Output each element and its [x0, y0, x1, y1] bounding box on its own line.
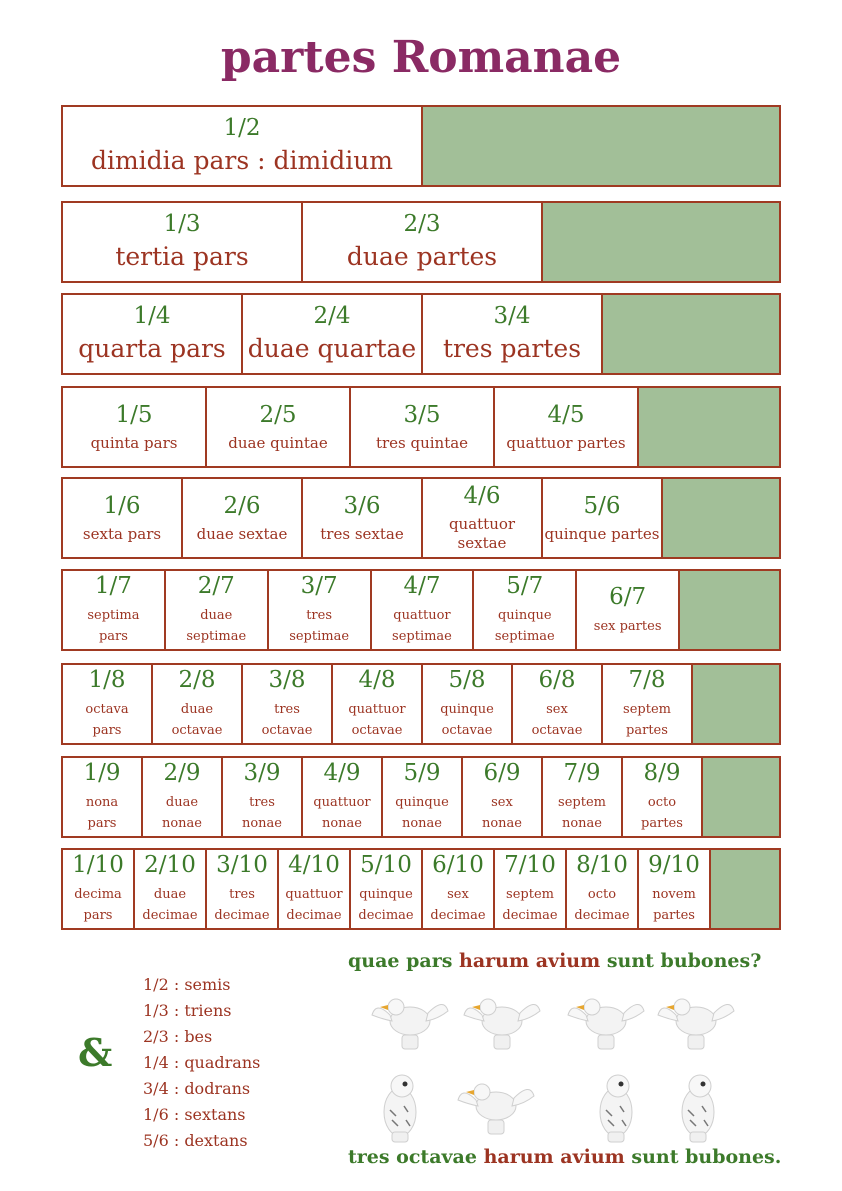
fraction-name: septem partes	[623, 702, 671, 738]
fraction-name: quattuor partes	[506, 433, 626, 452]
fraction-cell	[421, 848, 493, 930]
fraction-value: 5/10	[360, 852, 412, 878]
remainder-block	[601, 293, 781, 375]
fraction-value: 4/10	[288, 852, 340, 878]
fraction-name: septem nonae	[558, 795, 606, 831]
fraction-name: octo decimae	[574, 887, 630, 923]
owl-icon	[370, 1070, 430, 1149]
legend-item: 2/3 : bes	[143, 1027, 213, 1046]
fraction-value: 3/6	[343, 492, 381, 519]
dove-icon	[370, 985, 450, 1059]
fraction-row	[61, 663, 781, 745]
fraction-name: quattuor sextae	[448, 515, 516, 552]
dove-icon	[462, 985, 542, 1059]
fraction-cell	[565, 848, 637, 930]
fraction-value: 5/6	[583, 492, 621, 519]
remainder-block	[709, 848, 781, 930]
fraction-name: sex partes	[593, 618, 662, 634]
fraction-cell	[461, 756, 541, 838]
fraction-cell	[493, 848, 565, 930]
fraction-cell	[370, 569, 473, 651]
fraction-value: 1/10	[72, 852, 124, 878]
fraction-cell	[205, 848, 277, 930]
owl-icon	[668, 1070, 728, 1149]
fraction-cell	[61, 477, 181, 559]
legend-item: 1/2 : semis	[143, 975, 231, 994]
fraction-cell	[221, 756, 301, 838]
fraction-cell	[541, 477, 661, 559]
remainder-block	[678, 569, 781, 651]
fraction-name: decima pars	[74, 887, 122, 923]
fraction-value: 8/9	[643, 760, 681, 786]
fraction-cell	[349, 386, 493, 468]
fraction-cell	[61, 201, 301, 283]
fraction-name: tres decimae	[214, 887, 270, 923]
fraction-cell	[541, 756, 621, 838]
fraction-name: quattuor septimae	[392, 608, 452, 644]
legend-item: 3/4 : dodrans	[143, 1079, 251, 1098]
fraction-cell	[637, 848, 709, 930]
fraction-name: sex decimae	[430, 887, 486, 923]
fraction-value: 1/2	[223, 115, 261, 142]
dove-icon	[566, 985, 646, 1059]
fraction-name: dimidia pars : dimidium	[90, 146, 394, 176]
fraction-name: septima pars	[87, 608, 140, 644]
fraction-name: duae partes	[346, 242, 498, 272]
fraction-cell	[151, 663, 241, 745]
fraction-name: septem decimae	[502, 887, 558, 923]
dove-icon	[456, 1070, 536, 1144]
fraction-value: 2/9	[163, 760, 201, 786]
question-part1: quae pars	[348, 950, 453, 972]
fraction-cell	[301, 477, 421, 559]
fraction-cell	[61, 663, 151, 745]
fraction-cell	[421, 293, 601, 375]
remainder-block	[421, 105, 781, 187]
fraction-cell	[349, 848, 421, 930]
fraction-name: tres octavae	[261, 702, 313, 738]
fraction-value: 4/8	[358, 667, 396, 693]
fraction-name: quinque octavae	[440, 702, 494, 738]
fraction-row	[61, 201, 781, 283]
fraction-name: quinta pars	[90, 433, 178, 452]
fraction-value: 6/10	[432, 852, 484, 878]
legend-item: 1/4 : quadrans	[143, 1053, 261, 1072]
fraction-value: 2/4	[313, 303, 351, 330]
fraction-name: sex nonae	[481, 795, 522, 831]
fraction-row	[61, 569, 781, 651]
fraction-value: 7/8	[628, 667, 666, 693]
fraction-cell	[141, 756, 221, 838]
fraction-cell	[493, 386, 637, 468]
fraction-value: 5/8	[448, 667, 486, 693]
fraction-cell	[331, 663, 421, 745]
answer-part3: sunt bubones.	[631, 1146, 782, 1168]
fraction-cell	[267, 569, 370, 651]
fraction-cell	[61, 105, 421, 187]
answer-part1: tres octavae	[348, 1146, 477, 1168]
question-part2: harum avium	[459, 950, 601, 972]
answer-part2: harum avium	[483, 1146, 625, 1168]
fraction-name: duae nonae	[161, 795, 202, 831]
fraction-value: 9/10	[648, 852, 700, 878]
fraction-name: quattuor octavae	[348, 702, 406, 738]
fraction-name: duae quintae	[228, 433, 328, 452]
fraction-name: quattuor nonae	[313, 795, 371, 831]
legend-item: 1/6 : sextans	[143, 1105, 246, 1124]
fraction-name: duae octavae	[171, 702, 223, 738]
fraction-name: tres partes	[442, 334, 582, 364]
fraction-value: 1/7	[94, 573, 132, 599]
fraction-name: duae septimae	[186, 608, 247, 644]
fraction-row	[61, 477, 781, 559]
fraction-value: 4/5	[547, 401, 585, 428]
fraction-value: 4/6	[463, 483, 501, 510]
page-title: partes Romanae	[220, 32, 622, 83]
fraction-cell	[61, 386, 205, 468]
fraction-value: 3/5	[403, 401, 441, 428]
fraction-cell	[241, 293, 421, 375]
fraction-value: 8/10	[576, 852, 628, 878]
fraction-row	[61, 386, 781, 468]
fraction-value: 2/5	[259, 401, 297, 428]
fraction-cell	[277, 848, 349, 930]
fraction-cell	[61, 848, 133, 930]
fraction-value: 1/5	[115, 401, 153, 428]
fraction-name: duae decimae	[142, 887, 198, 923]
fraction-name: quattuor decimae	[285, 887, 343, 923]
remainder-block	[691, 663, 781, 745]
fraction-value: 1/6	[103, 492, 141, 519]
fraction-cell	[205, 386, 349, 468]
remainder-block	[637, 386, 781, 468]
legend-item: 5/6 : dextans	[143, 1131, 248, 1150]
question-part3: sunt bubones?	[606, 950, 762, 972]
fraction-name: quarta pars	[78, 334, 226, 364]
fraction-value: 3/10	[216, 852, 268, 878]
fraction-cell	[241, 663, 331, 745]
dove-icon	[656, 985, 736, 1059]
fraction-value: 3/7	[300, 573, 338, 599]
fraction-value: 2/6	[223, 492, 261, 519]
fraction-value: 6/8	[538, 667, 576, 693]
fraction-name: octo partes	[641, 795, 683, 831]
fraction-value: 2/8	[178, 667, 216, 693]
fraction-name: tres sextae	[320, 524, 404, 543]
fraction-value: 1/3	[163, 211, 201, 238]
fraction-cell	[181, 477, 301, 559]
fraction-value: 4/9	[323, 760, 361, 786]
fraction-name: sexta pars	[82, 524, 162, 543]
bird-question	[348, 950, 761, 972]
fraction-value: 6/9	[483, 760, 521, 786]
fraction-name: tres septimae	[289, 608, 350, 644]
remainder-block	[661, 477, 781, 559]
fraction-value: 2/3	[403, 211, 441, 238]
fraction-value: 1/4	[133, 303, 171, 330]
fraction-value: 1/8	[88, 667, 126, 693]
fraction-cell	[472, 569, 575, 651]
fraction-value: 6/7	[609, 583, 647, 610]
bird-answer	[348, 1146, 781, 1168]
fraction-name: octava pars	[85, 702, 129, 738]
money-names-legend	[143, 972, 260, 1154]
fraction-name: tres quintae	[375, 433, 469, 452]
fraction-name: duae sextae	[196, 524, 288, 543]
fraction-row	[61, 293, 781, 375]
fraction-name: tertia pars	[115, 242, 249, 272]
fraction-value: 4/7	[403, 573, 441, 599]
fraction-cell	[621, 756, 701, 838]
fraction-name: quinque partes	[544, 524, 660, 543]
fraction-cell	[61, 756, 141, 838]
fraction-cell	[61, 293, 241, 375]
remainder-block	[541, 201, 781, 283]
fraction-cell	[381, 756, 461, 838]
fraction-name: quinque nonae	[395, 795, 449, 831]
fraction-cell	[421, 477, 541, 559]
ampersand: &	[78, 1030, 113, 1075]
fraction-cell	[511, 663, 601, 745]
fraction-value: 3/8	[268, 667, 306, 693]
fraction-row	[61, 756, 781, 838]
fraction-name: sex octavae	[531, 702, 583, 738]
fraction-value: 3/4	[493, 303, 531, 330]
fraction-value: 7/10	[504, 852, 556, 878]
fraction-cell	[301, 756, 381, 838]
legend-item: 1/3 : triens	[143, 1001, 232, 1020]
remainder-block	[701, 756, 781, 838]
fraction-name: novem partes	[652, 887, 696, 923]
fraction-row	[61, 105, 781, 187]
fraction-name: duae quartae	[247, 334, 417, 364]
fraction-cell	[133, 848, 205, 930]
fraction-value: 2/10	[144, 852, 196, 878]
fraction-cell	[61, 569, 164, 651]
fraction-value: 1/9	[83, 760, 121, 786]
fraction-value: 2/7	[197, 573, 235, 599]
fraction-name: nona pars	[85, 795, 119, 831]
fraction-value: 5/7	[506, 573, 544, 599]
fraction-name: quinque decimae	[358, 887, 414, 923]
fraction-cell	[421, 663, 511, 745]
fraction-value: 5/9	[403, 760, 441, 786]
fraction-name: tres nonae	[241, 795, 282, 831]
fraction-value: 3/9	[243, 760, 281, 786]
fraction-value: 7/9	[563, 760, 601, 786]
fraction-cell	[575, 569, 678, 651]
owl-icon	[586, 1070, 646, 1149]
fraction-name: quinque septimae	[494, 608, 555, 644]
fraction-cell	[164, 569, 267, 651]
fraction-row	[61, 848, 781, 930]
fraction-cell	[601, 663, 691, 745]
fraction-cell	[301, 201, 541, 283]
